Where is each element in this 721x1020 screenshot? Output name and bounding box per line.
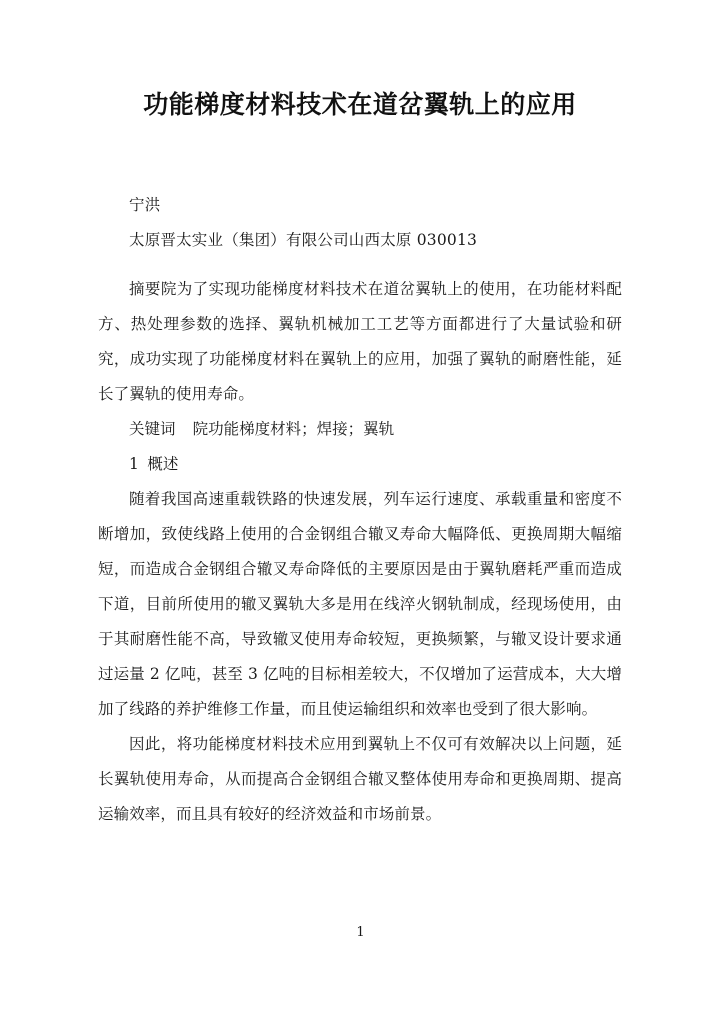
author-affiliation: 太原晋太实业（集团）有限公司山西太原 030013 — [129, 231, 478, 249]
section-title: 概述 — [147, 455, 179, 473]
section-heading — [98, 447, 622, 482]
keywords-label: 关键词 — [129, 420, 176, 438]
document-content — [98, 0, 622, 832]
body-paragraph: 随着我国高速重载铁路的快速发展，列车运行速度、承载重量和密度不断增加，致使线路上使用的合金钢组合辙叉寿命大幅降低、更换周期大幅缩短，而造成合金钢组合辙叉寿命降低的主要原因是由于翼轨磨耗严重而造成下道，目前所使用的辙叉翼轨大多是用在线淬火钢轨制成，经现场使用，由于其耐磨性能不高，导致辙叉使用寿命较短，更换频繁，与辙叉设计要求通过运量 2 亿吨，甚至 3 亿吨的目标相差较大，不仅增加了运营成本，大大增加了线路的养护维修工作量，而且使运输组织和效率也受到了很大影响。 — [98, 490, 622, 718]
keywords-line — [98, 412, 622, 447]
body-paragraph: 因此，将功能梯度材料技术应用到翼轨上不仅可有效解决以上问题，延长翼轨使用寿命，从而提高合金钢组合辙叉整体使用寿命和更换周期、提高运输效率，而且具有较好的经济效益和市场前景。 — [98, 735, 622, 823]
keywords-value: 院功能梯度材料；焊接；翼轨 — [192, 420, 395, 438]
page-title: 功能梯度材料技术在道岔翼轨上的应用 — [143, 90, 577, 119]
author-block — [98, 188, 622, 258]
abstract-paragraph: 摘要院为了实现功能梯度材料技术在道岔翼轨上的使用，在功能材料配方、热处理参数的选择、翼轨机械加工工艺等方面都进行了大量试验和研究，成功实现了功能梯度材料在翼轨上的应用，加强了翼轨的耐磨性能，延长了翼轨的使用寿命。 — [98, 280, 622, 403]
section-number: 1 — [129, 455, 139, 473]
page-number: 1 — [356, 925, 365, 940]
author-name: 宁洪 — [129, 196, 161, 214]
